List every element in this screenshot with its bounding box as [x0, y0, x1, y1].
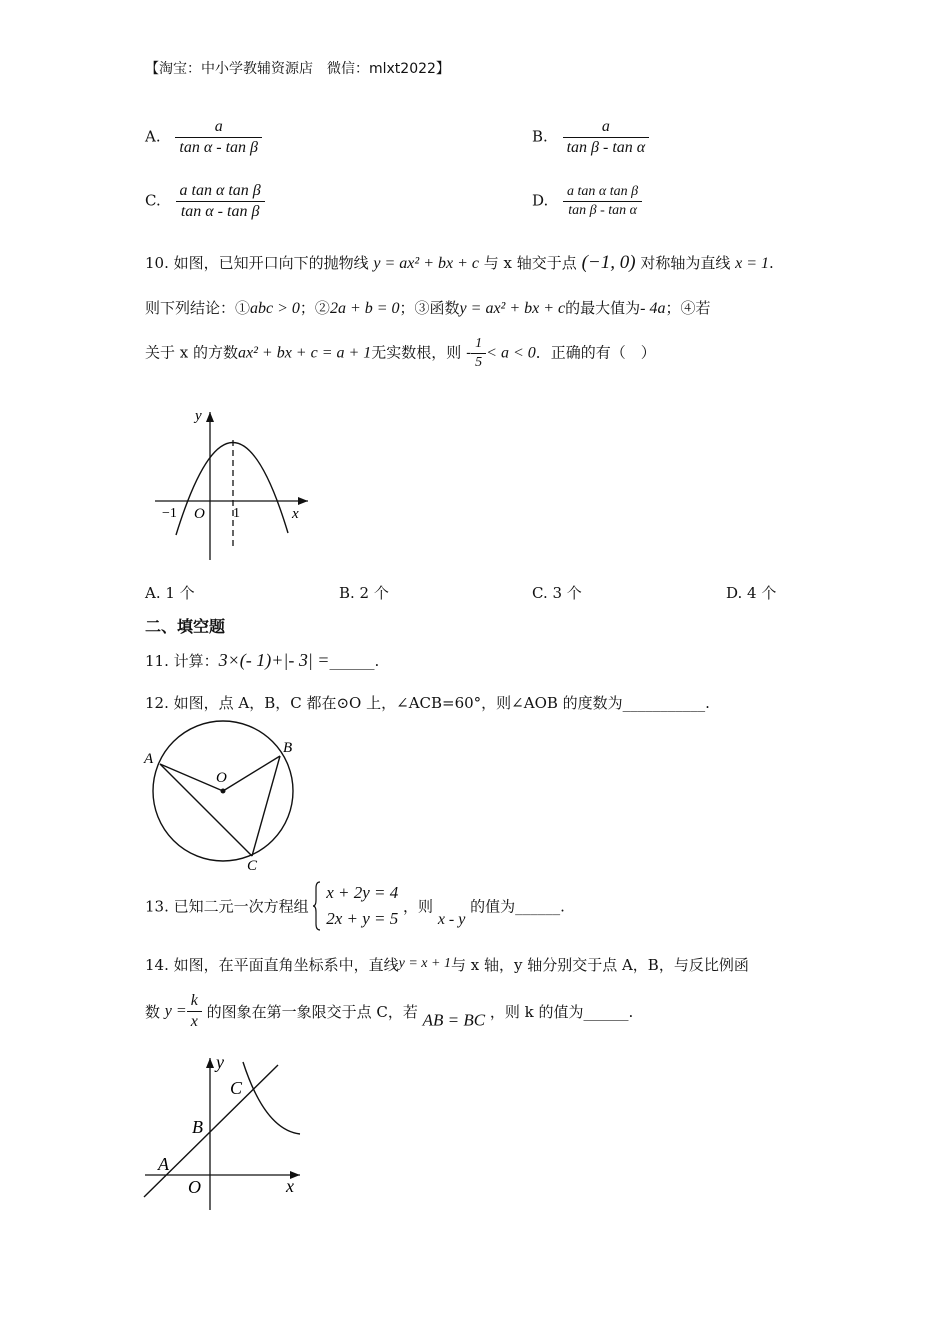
- q10-choice-c: C. 3 个: [532, 584, 582, 602]
- q14-text-5: ，则 k 的值为______.: [489, 1003, 634, 1021]
- option-d-num: a tan α tan β: [563, 184, 642, 202]
- label-b: B: [283, 740, 293, 756]
- q10-choice-a: A. 1 个: [145, 584, 195, 602]
- header-banner: 【淘宝：中小学教辅资源店 微信：mlxt2022】: [145, 61, 450, 77]
- q14-text-1: 14. 如图，在平面直角坐标系中，直线: [145, 956, 399, 974]
- q10-parabola-eq: y = ax² + bx + c: [373, 255, 479, 272]
- q13-text-c: 的值为______.: [470, 897, 565, 916]
- option-a-den: tan α - tan β: [179, 139, 258, 156]
- option-c: [145, 182, 265, 221]
- graph2-y-label: y: [216, 1052, 224, 1072]
- q10-l2-d: 的最大值为: [565, 299, 641, 317]
- q10-frac-num: 1: [471, 336, 486, 354]
- q10-l3-c: ．正确的有（ ）: [535, 343, 656, 362]
- q10-l3-a: 关于 x 的方数: [145, 343, 238, 362]
- q10-fraction: [471, 336, 486, 371]
- q11-text: 11. 计算：: [145, 652, 219, 670]
- graph-origin-label: O: [194, 506, 205, 522]
- q10-l2-b: ；②: [299, 299, 330, 317]
- q10-c3: y = ax² + bx + c: [459, 300, 566, 317]
- q10-c4: ax² + bx + c = a + 1: [238, 344, 372, 362]
- option-b-label: B.: [532, 127, 548, 146]
- q10-line2: [145, 297, 711, 318]
- x-axis-arrow: [298, 497, 308, 505]
- option-b-num: a: [563, 118, 650, 138]
- option-d: [532, 184, 642, 219]
- option-c-fraction: [176, 182, 265, 221]
- y-axis-arrow: [206, 412, 214, 422]
- q13-text-b: ，则: [403, 897, 434, 916]
- q14-frac-num: k: [187, 992, 202, 1012]
- q10-l2-e: ；④若: [665, 299, 711, 317]
- q10-axis: x = 1: [735, 255, 770, 272]
- q14-line-eq: y = x + 1: [398, 956, 451, 971]
- q10-c3v: - 4a: [640, 300, 666, 317]
- q14-condition: AB = BC: [422, 1010, 486, 1030]
- brace-icon: [313, 880, 321, 932]
- line-y-x-plus-1: [144, 1065, 278, 1197]
- graph-minus1-label: −1: [162, 506, 177, 521]
- graph2-a-label: A: [158, 1154, 169, 1174]
- q14-frac-den: x: [190, 1013, 198, 1030]
- q10-c2: 2a + b = 0: [329, 300, 400, 317]
- q13-expression: x - y: [437, 911, 466, 928]
- q10-c4r: < a < 0: [486, 344, 536, 362]
- option-a-num: a: [175, 118, 262, 138]
- q14-text-4: 的图象在第一象限交于点 C，若: [206, 1003, 418, 1021]
- parabola-curve: [176, 442, 288, 535]
- q11-blank: ______.: [329, 652, 380, 670]
- q10-c1: abc > 0: [250, 300, 300, 317]
- q12-text: 12. 如图，点 A，B，C 都在⊙O 上，∠ACB=60°，则∠AOB 的度数为___________.: [145, 694, 710, 712]
- q14-line1: [145, 954, 749, 975]
- option-a-fraction: [175, 118, 262, 157]
- q11: [145, 650, 379, 671]
- equation-1: x + 2y = 4: [326, 883, 399, 902]
- q10-l2-c: ；③函数: [399, 299, 460, 317]
- graph2-c-label: C: [230, 1078, 243, 1098]
- y-axis-arrow: [206, 1058, 214, 1068]
- option-b: [532, 118, 649, 157]
- graph-y-label: y: [195, 408, 202, 424]
- q10-choice-d: D. 4 个: [726, 584, 777, 602]
- q10-l3-b: 无实数根，则 -: [371, 343, 472, 362]
- option-d-label: D.: [532, 191, 549, 210]
- equation-system: [326, 880, 398, 932]
- q11-expression: 3×(- 1)+|- 3| =: [218, 650, 330, 670]
- option-d-den: tan β - tan α: [568, 203, 637, 218]
- q14-text-3: 数: [145, 1003, 161, 1021]
- graph-x-label: x: [292, 506, 299, 522]
- option-d-fraction: [563, 184, 642, 219]
- option-b-den: tan β - tan α: [566, 139, 646, 156]
- option-a: [145, 118, 262, 157]
- q10-line1: [145, 252, 774, 274]
- option-a-label: A.: [145, 127, 161, 146]
- q14-coordinate-graph: [140, 1050, 310, 1215]
- q10-l2-a: 则下列结论：①: [145, 299, 251, 317]
- q13-text-a: 13. 已知二元一次方程组: [145, 897, 309, 916]
- q10-choice-b: B. 2 个: [339, 584, 389, 602]
- equation-2: 2x + y = 5: [326, 909, 399, 928]
- q10-parabola-graph: [150, 400, 320, 565]
- segment-ac: [160, 764, 252, 856]
- q14-line2: [145, 992, 633, 1031]
- q12-circle-figure: [140, 718, 305, 873]
- label-a: A: [144, 751, 154, 767]
- q14-text-2: 与 x 轴，y 轴分别交于点 A，B，与反比例函: [450, 956, 749, 974]
- option-c-num: a tan α tan β: [176, 182, 265, 202]
- q13: [145, 880, 565, 936]
- q10-frac-den: 5: [475, 355, 483, 370]
- q10-period: .: [769, 254, 774, 272]
- graph2-origin-label: O: [188, 1177, 201, 1197]
- section-title: 二、填空题: [145, 617, 226, 636]
- segment-ao: [160, 764, 223, 791]
- option-b-fraction: [563, 118, 650, 157]
- q10-text-2: 与 x 轴交于点: [483, 254, 577, 272]
- graph2-b-label: B: [192, 1117, 203, 1137]
- label-o: O: [216, 770, 227, 786]
- option-c-label: C.: [145, 191, 161, 210]
- graph-one-label: 1: [233, 506, 240, 521]
- q10-point: (−1, 0): [581, 252, 636, 273]
- q10-line3: [145, 336, 656, 371]
- q14-func-y: y =: [164, 1002, 187, 1020]
- q10-text-3: 对称轴为直线: [640, 254, 731, 272]
- option-c-den: tan α - tan β: [180, 203, 260, 220]
- center-point: [221, 789, 226, 794]
- q14-func-fraction: [187, 992, 202, 1031]
- graph2-x-label: x: [286, 1176, 294, 1196]
- q10-text-1: 10. 如图，已知开口向下的抛物线: [145, 254, 369, 272]
- hyperbola-curve: [243, 1062, 300, 1134]
- label-c: C: [247, 858, 258, 873]
